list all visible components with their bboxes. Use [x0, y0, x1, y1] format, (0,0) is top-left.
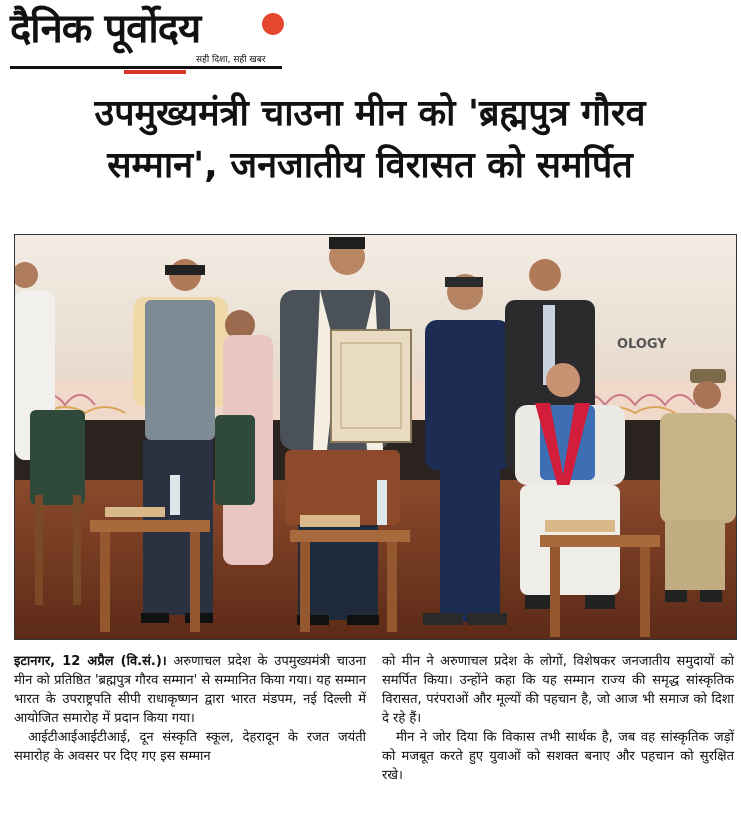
paragraph: आईटीआईआईटीआई, दून संस्कृति स्कूल, देहरादून के रजत जयंती समारोह के अवसर पर दिए गए इस सम्मान: [14, 730, 366, 764]
logo-dot: [262, 13, 284, 35]
headline-line-2: सम्मान', जनजातीय विरासत को समर्पित: [107, 145, 633, 186]
headline-line-1: उपमुख्यमंत्री चाउना मीन को 'ब्रह्मपुत्र गौरव: [94, 93, 646, 134]
masthead-rule: [10, 66, 282, 69]
dateline: इटानगर, 12 अप्रैल (वि.सं.)।: [14, 654, 167, 669]
paragraph: मीन ने जोर दिया कि विकास तभी सार्थक है, जब वह सांस्कृतिक जड़ों को मजबूत करते हुए युवाओं को सशक्त बनाए और पहचान को सुरक्षित रखे।: [382, 730, 734, 783]
article-column-1: [14, 652, 366, 812]
paragraph: [14, 652, 366, 728]
news-photo: [14, 234, 737, 640]
newspaper-name: दैनिक पूर्वोदय: [10, 6, 201, 52]
award-ceremony-photo: [15, 235, 736, 639]
newspaper-tagline: सही दिशा, सही खबर: [196, 55, 266, 65]
masthead-red-bar: [124, 70, 186, 74]
article-column-2: [382, 652, 734, 812]
paragraph-text: अरुणाचल प्रदेश के उपमुख्यमंत्री चाउना मीन को प्रतिष्ठित 'ब्रह्मपुत्र गौरव सम्मान' से सम्मानित किया गया। यह सम्मान भारत के उपराष्ट्रपति सीपी राधाकृष्णन द्वारा भारत मंडपम, नई दिल्ली में आयोजित समारोह में प्रदान किया गया।: [14, 654, 366, 726]
article-headline: [20, 88, 720, 192]
paragraph: को मीन ने अरुणाचल प्रदेश के लोगों, विशेषकर जनजातीय समुदायों को समर्पित किया। उन्होंने कहा कि यह सम्मान राज्य की समृद्ध सांस्कृतिक विरासत, परंपराओं और मूल्यों की पहचान है, जो आज भी समाज को दिशा दे रहे हैं।: [382, 654, 734, 726]
article-body: [14, 652, 734, 812]
backdrop-text: OLOGY: [617, 337, 667, 352]
masthead: [10, 4, 295, 72]
